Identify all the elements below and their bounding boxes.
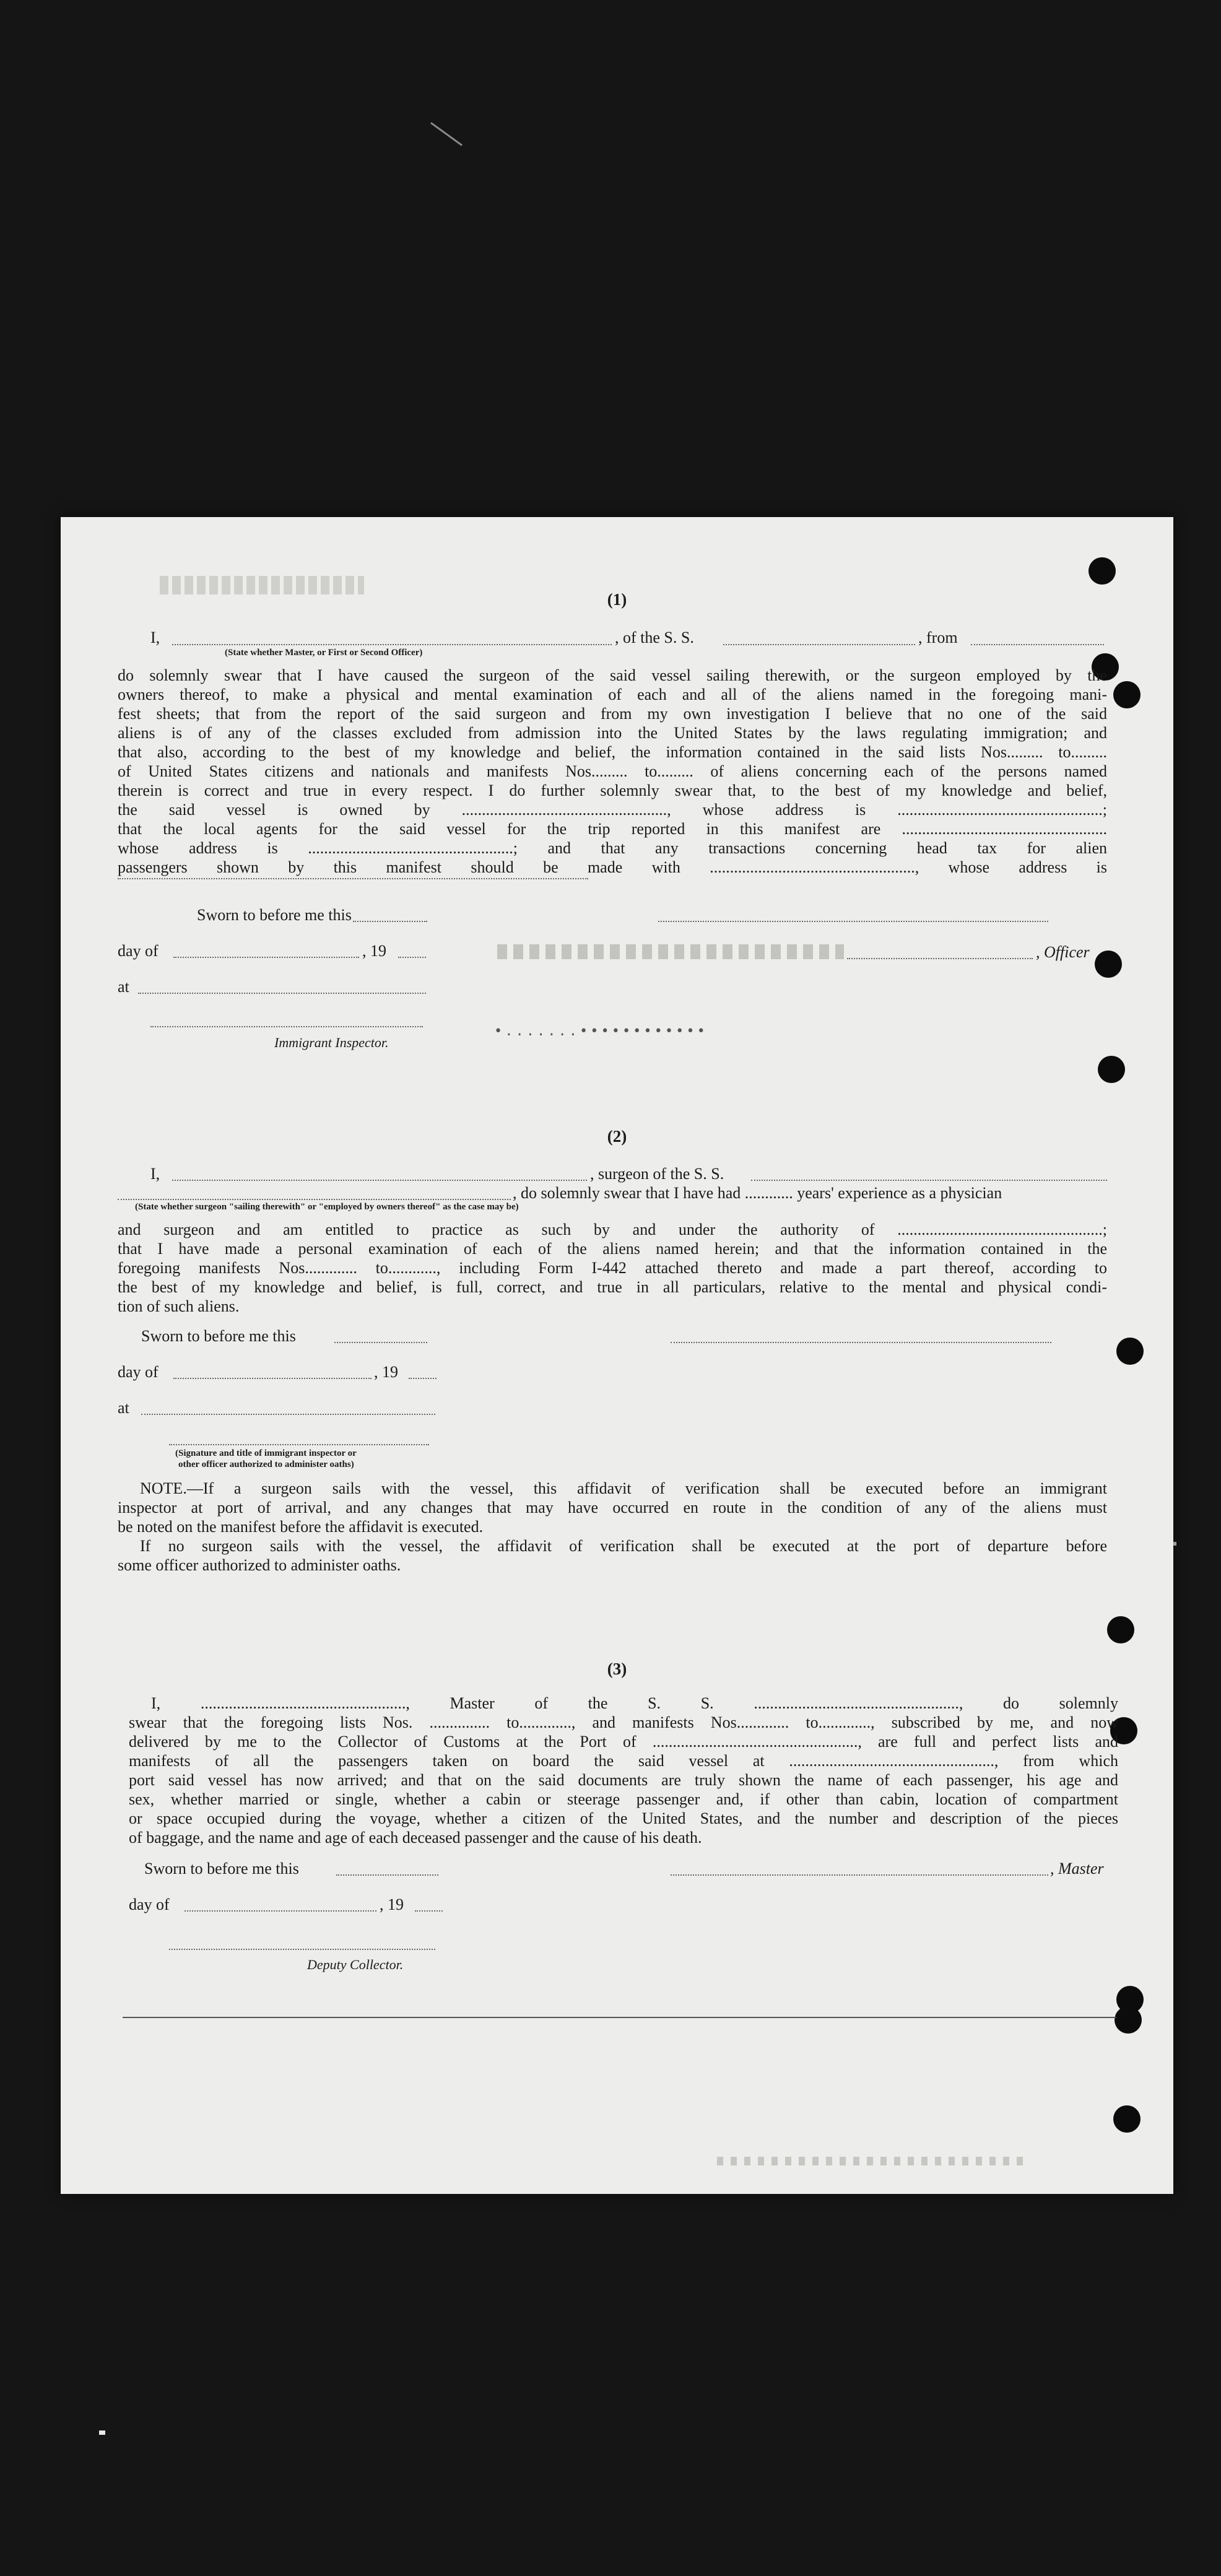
section-3-body-line: port said vessel has now arrived; and that on the said documents are truly shown the name of each passenger, his age and: [129, 1771, 1118, 1789]
bleed-through-text: [717, 2157, 1027, 2165]
day-of-label: day of: [118, 942, 159, 960]
from-label: , from: [918, 629, 958, 646]
at-label: at: [118, 978, 129, 996]
faded-stamp: [497, 944, 844, 959]
section-1-body-line: passengers shown by this manifest should be made with ..................................................., whose address is: [118, 858, 1107, 876]
section-3-body-line: sex, whether married or single, whether a cabin or steerage passenger and, if other than cabin, location of compartment: [129, 1790, 1118, 1808]
section-3-body-line: manifests of all the passengers taken on board the said vessel at ..................................................., from which: [129, 1752, 1118, 1770]
section-1-body-line: whose address is ...................................................; and that any transactions concerning head tax for alien: [118, 839, 1107, 857]
year-blank[interactable]: [398, 957, 426, 958]
master-signature-blank[interactable]: [671, 1874, 1048, 1876]
signature-note-line-1: (Signature and title of immigrant inspector or: [175, 1448, 357, 1458]
punch-hole: [1113, 2105, 1141, 2133]
inspector-signature-blank[interactable]: [169, 1444, 429, 1445]
inspector-signature-blank[interactable]: [150, 1026, 423, 1027]
section-1-body-line: the said vessel is owned by ..................................................., whose address is ...................................................;: [118, 801, 1107, 819]
inspector-label: Immigrant Inspector.: [274, 1035, 389, 1050]
stamp-remnant: •.......••••••••••••: [494, 1024, 708, 1039]
officer-note: (State whether Master, or First or Second Officer): [225, 648, 423, 658]
section-1-opening-i: I,: [150, 629, 160, 646]
film-scratch: [430, 122, 463, 146]
punch-hole: [1095, 951, 1122, 978]
section-3-body-line: delivered by me to the Collector of Customs at the Port of ..................................................., are full and perfect lists and: [129, 1733, 1118, 1751]
note-line: If no surgeon sails with the vessel, the affidavit of verification shall be executed at the port of departure before: [140, 1537, 1107, 1555]
section-1-body-line: of United States citizens and nationals and manifests Nos......... to......... of aliens concerning each of the persons named: [118, 762, 1107, 780]
surgeon-vessel-blank[interactable]: [751, 1180, 1107, 1181]
punch-hole: [1115, 2006, 1142, 2034]
sworn-day-blank[interactable]: [353, 921, 427, 922]
officer-label: , Officer: [1036, 943, 1090, 961]
section-2-opening-i: I,: [150, 1165, 160, 1183]
signature-note-line-2: other officer authorized to administer oaths): [178, 1460, 354, 1469]
section-1-number: (1): [607, 590, 627, 609]
officer-title-blank[interactable]: [847, 958, 1033, 959]
section-1-body-line: that also, according to the best of my knowledge and belief, the information contained in the said lists Nos......... to.........: [118, 743, 1107, 761]
section-1-body-line: therein is correct and true in every respect. I do further solemnly swear that, to the best of my knowledge and belief,: [118, 781, 1107, 799]
surgeon-note: (State whether surgeon "sailing therewith" or "employed by owners thereof" as the case may be): [135, 1202, 519, 1212]
note-line: be noted on the manifest before the affidavit is executed.: [118, 1518, 484, 1536]
section-2-line-2: , do solemnly swear that I have had ............ years' experience as a physician: [513, 1184, 1002, 1202]
section-2-number: (2): [607, 1127, 627, 1146]
at-place-blank[interactable]: [138, 993, 426, 994]
section-2-body-line: foregoing manifests Nos............. to............, including Form I-442 attached thereto and made a part thereof, according to: [118, 1259, 1107, 1277]
punch-hole: [1098, 1056, 1125, 1083]
note-line: some officer authorized to administer oaths.: [118, 1556, 401, 1574]
sworn-day-blank[interactable]: [334, 1342, 427, 1343]
surgeon-signature-blank[interactable]: [671, 1342, 1051, 1343]
punch-hole: [1113, 681, 1141, 708]
day-of-label: day of: [118, 1363, 159, 1381]
sworn-day-blank[interactable]: [336, 1874, 438, 1876]
day-of-label: day of: [129, 1895, 170, 1913]
section-1-body-line: fest sheets; that from the report of the said surgeon and from my own investigation I believe that no one of the said: [118, 705, 1107, 723]
section-1-body-line: do solemnly swear that I have caused the surgeon of the said vessel sailing therewith, or the surgeon employed by the: [118, 666, 1107, 684]
at-place-blank[interactable]: [141, 1414, 435, 1415]
section-3-body-line: I, ..................................................., Master of the S. S. ..................................................., do solemnly: [151, 1694, 1118, 1712]
collector-signature-blank[interactable]: [169, 1949, 435, 1950]
section-1-body-line: aliens is of any of the classes excluded from admission into the United States by the laws regulating immigration; and: [118, 724, 1107, 742]
officer-signature-blank[interactable]: [658, 921, 1048, 922]
note-line: NOTE.—If a surgeon sails with the vessel, this affidavit of verification shall be executed before an immigrant: [140, 1479, 1107, 1497]
sworn-label: Sworn to before me this: [141, 1327, 296, 1345]
section-2-body-line: that I have made a personal examination of each of the aliens named herein; and that the information contained in the: [118, 1240, 1107, 1258]
officer-title-blank[interactable]: [172, 644, 612, 645]
manifest-back-page: [61, 517, 1173, 2194]
section-3-body-line: or space occupied during the voyage, whether a citizen of the United States, and the number and description of the pieces: [129, 1809, 1118, 1827]
section-1-body-line: that the local agents for the said vessel for the trip reported in this manifest are ...................................................: [118, 820, 1107, 838]
month-blank[interactable]: [185, 1910, 376, 1912]
section-3-number: (3): [607, 1660, 627, 1678]
month-blank[interactable]: [173, 1378, 372, 1379]
section-1-body-line: owners thereof, to make a physical and mental examination of each and all of the aliens named in the foregoing mani-: [118, 685, 1107, 703]
year-blank[interactable]: [409, 1378, 437, 1379]
punch-hole: [1107, 1616, 1134, 1643]
deputy-collector-label: Deputy Collector.: [307, 1957, 404, 1972]
punch-hole: [1116, 1338, 1144, 1365]
page-bottom-rule: [123, 2017, 1116, 2018]
address-continuation-blank[interactable]: [118, 878, 588, 879]
month-blank[interactable]: [173, 957, 359, 958]
master-label: , Master: [1050, 1860, 1104, 1878]
at-label: at: [118, 1399, 129, 1417]
of-ss-label: , of the S. S.: [615, 629, 694, 646]
section-3-body-line: swear that the foregoing lists Nos. ............... to............., and manifests Nos............. to............., subscribed by me, and now: [129, 1713, 1118, 1731]
year-label: , 19: [362, 942, 386, 960]
surgeon-of-label: , surgeon of the S. S.: [590, 1165, 724, 1183]
section-2-body-line: tion of such aliens.: [118, 1297, 240, 1315]
vessel-name-blank[interactable]: [723, 644, 915, 645]
year-label: , 19: [374, 1363, 398, 1381]
sworn-label: Sworn to before me this: [144, 1860, 299, 1878]
year-label: , 19: [380, 1895, 404, 1913]
sworn-label: Sworn to before me this: [197, 906, 352, 924]
surgeon-status-blank[interactable]: [118, 1199, 511, 1200]
note-line: inspector at port of arrival, and any changes that may have occurred en route in the condition of any of the aliens must: [118, 1499, 1107, 1516]
punch-hole: [1088, 557, 1116, 585]
from-port-blank[interactable]: [971, 644, 1104, 645]
section-3-body-line: of baggage, and the name and age of each deceased passenger and the cause of his death.: [129, 1829, 702, 1847]
surgeon-name-blank[interactable]: [172, 1180, 587, 1181]
section-2-body-line: the best of my knowledge and belief, is full, correct, and true in all particulars, relative to the mental and physical condi-: [118, 1278, 1107, 1296]
film-mark: [99, 2430, 105, 2435]
year-blank[interactable]: [415, 1910, 443, 1912]
section-2-body-line: and surgeon and am entitled to practice as such by and under the authority of ...................................................;: [118, 1221, 1107, 1238]
